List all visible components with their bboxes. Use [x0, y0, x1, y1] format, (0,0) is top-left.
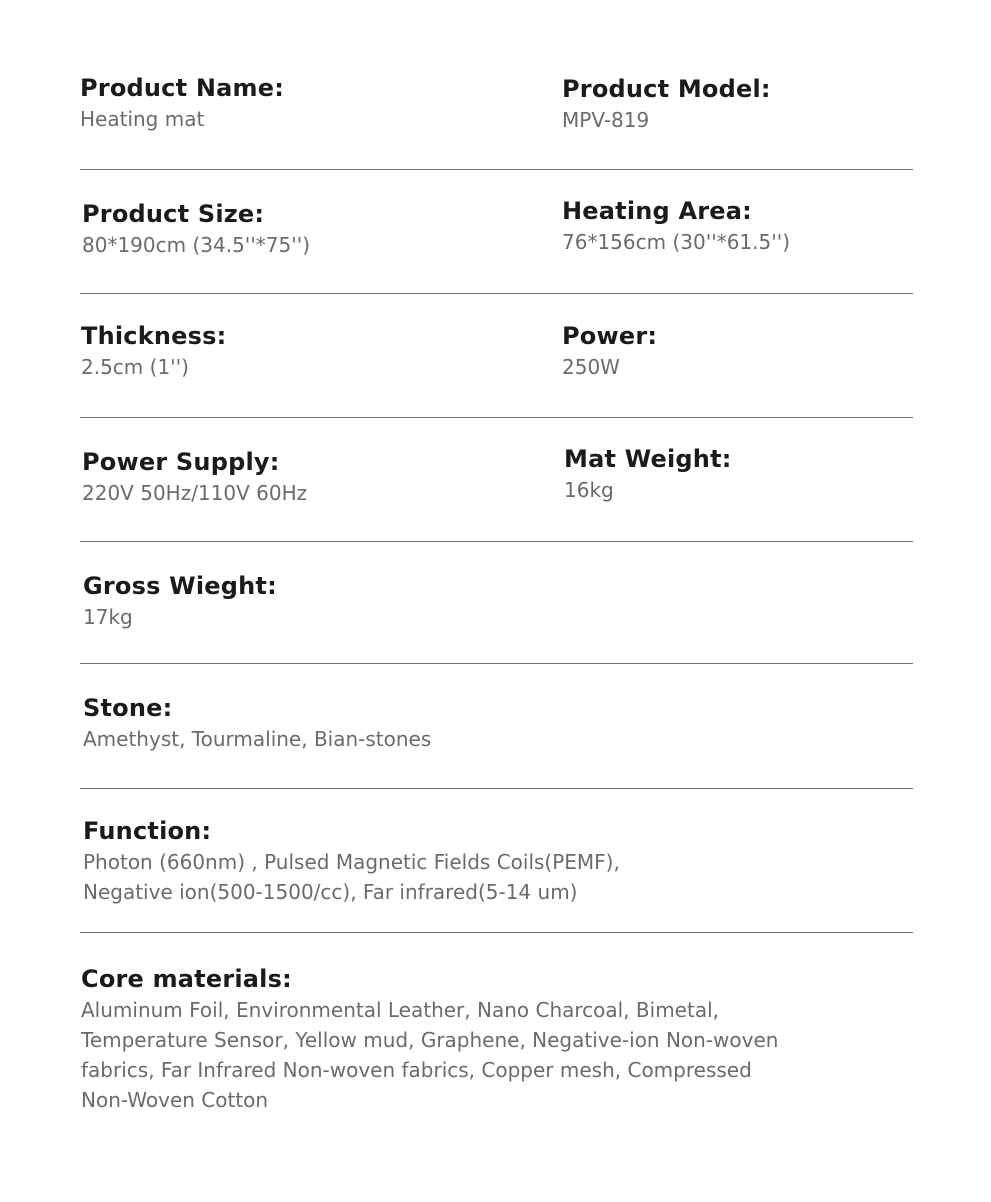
- spec-value: Heating mat: [80, 107, 205, 131]
- spec-value: 220V 50Hz/110V 60Hz: [82, 481, 308, 505]
- row-divider: [80, 932, 913, 933]
- spec-value: 17kg: [83, 605, 133, 629]
- spec-function: [83, 816, 913, 907]
- row-divider: [80, 788, 913, 789]
- spec-core-materials: [81, 964, 911, 1115]
- spec-stone: [83, 693, 431, 754]
- spec-thickness: [81, 321, 226, 382]
- spec-label: Heating Area:: [562, 197, 752, 225]
- spec-label: Stone:: [83, 694, 173, 722]
- spec-value: Amethyst, Tourmaline, Bian-stones: [83, 727, 432, 751]
- spec-label: Product Size:: [82, 200, 265, 228]
- spec-value: 76*156cm (30''*61.5''): [562, 230, 791, 254]
- spec-value-line: Photon (660nm) , Pulsed Magnetic Fields Coils(PEMF),: [83, 850, 620, 874]
- spec-value: 80*190cm (34.5''*75''): [82, 233, 311, 257]
- spec-value-line: Negative ion(500-1500/cc), Far infrared(5-14 um): [83, 880, 578, 904]
- spec-value: [83, 847, 913, 907]
- spec-label: Power Supply:: [82, 448, 280, 476]
- row-divider: [80, 417, 913, 418]
- spec-value: 250W: [562, 355, 620, 379]
- spec-label: Product Name:: [80, 74, 284, 102]
- spec-value: 16kg: [564, 478, 614, 502]
- row-divider: [80, 293, 913, 294]
- spec-label: Core materials:: [81, 965, 292, 993]
- spec-heating-area: [562, 196, 790, 257]
- spec-gross-weight: [83, 571, 277, 632]
- spec-value-line: fabrics, Far Infrared Non-woven fabrics, Copper mesh, Compressed: [81, 1058, 752, 1082]
- spec-value: [81, 995, 911, 1115]
- spec-label: Gross Wieght:: [83, 572, 277, 600]
- spec-label: Product Model:: [562, 75, 771, 103]
- spec-label: Mat Weight:: [564, 445, 732, 473]
- spec-power-supply: [82, 447, 307, 508]
- spec-value: 2.5cm (1''): [81, 355, 189, 379]
- spec-value: MPV-819: [562, 108, 650, 132]
- spec-label: Function:: [83, 817, 212, 845]
- spec-product-name: [80, 73, 284, 134]
- spec-power: [562, 321, 657, 382]
- spec-value-line: Non-Woven Cotton: [81, 1088, 269, 1112]
- row-divider: [80, 663, 913, 664]
- spec-label: Power:: [562, 322, 658, 350]
- row-divider: [80, 169, 913, 170]
- spec-mat-weight: [564, 444, 732, 505]
- spec-product-model: [562, 74, 771, 135]
- spec-product-size: [82, 199, 310, 260]
- spec-value-line: Temperature Sensor, Yellow mud, Graphene, Negative-ion Non-woven: [81, 1028, 779, 1052]
- spec-value-line: Aluminum Foil, Environmental Leather, Nano Charcoal, Bimetal,: [81, 998, 719, 1022]
- row-divider: [80, 541, 913, 542]
- spec-label: Thickness:: [81, 322, 227, 350]
